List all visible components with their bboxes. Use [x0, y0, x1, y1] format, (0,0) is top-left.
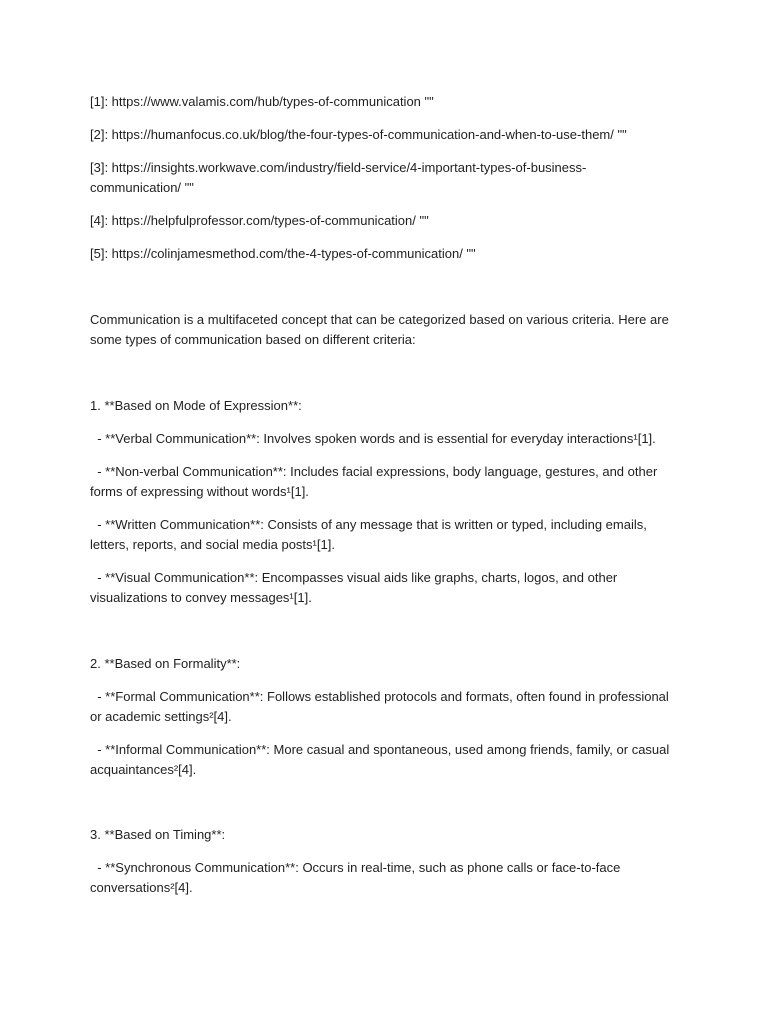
- reference-line: [3]: https://insights.workwave.com/industry/field-service/4-important-types-of-business-: [90, 160, 587, 175]
- list-item-line: - **Formal Communication**: Follows established protocols and formats, often found in professional: [90, 689, 669, 704]
- list-item-line: - **Verbal Communication**: Involves spoken words and is essential for everyday interactions¹[1].: [90, 431, 656, 446]
- reference-line: [2]: https://humanfocus.co.uk/blog/the-four-types-of-communication-and-when-to-use-them/ "": [90, 127, 627, 142]
- list-item-line: letters, reports, and social media posts¹[1].: [90, 537, 335, 552]
- list-item-line: or academic settings²[4].: [90, 709, 232, 724]
- intro-paragraph-line: Communication is a multifaceted concept that can be categorized based on various criteria. Here are: [90, 312, 669, 327]
- intro-paragraph-line: some types of communication based on different criteria:: [90, 332, 416, 347]
- reference-line: [1]: https://www.valamis.com/hub/types-of-communication "": [90, 94, 434, 109]
- list-item-line: - **Informal Communication**: More casual and spontaneous, used among friends, family, or casual: [90, 742, 670, 757]
- reference-line: [5]: https://colinjamesmethod.com/the-4-types-of-communication/ "": [90, 246, 476, 261]
- list-item-line: - **Synchronous Communication**: Occurs in real-time, such as phone calls or face-to-face: [90, 860, 621, 875]
- list-item-line: - **Written Communication**: Consists of any message that is written or typed, including emails,: [90, 517, 647, 532]
- list-item-line: - **Non-verbal Communication**: Includes facial expressions, body language, gestures, and other: [90, 464, 658, 479]
- section-heading: 3. **Based on Timing**:: [90, 827, 226, 842]
- list-item-line: forms of expressing without words¹[1].: [90, 484, 309, 499]
- section-heading: 2. **Based on Formality**:: [90, 656, 241, 671]
- list-item-line: - **Visual Communication**: Encompasses visual aids like graphs, charts, logos, and other: [90, 570, 618, 585]
- list-item-line: visualizations to convey messages¹[1].: [90, 590, 312, 605]
- list-item-line: conversations²[4].: [90, 880, 193, 895]
- reference-line: [4]: https://helpfulprofessor.com/types-of-communication/ "": [90, 213, 429, 228]
- list-item-line: acquaintances²[4].: [90, 762, 197, 777]
- section-heading: 1. **Based on Mode of Expression**:: [90, 398, 302, 413]
- reference-line: communication/ "": [90, 180, 194, 195]
